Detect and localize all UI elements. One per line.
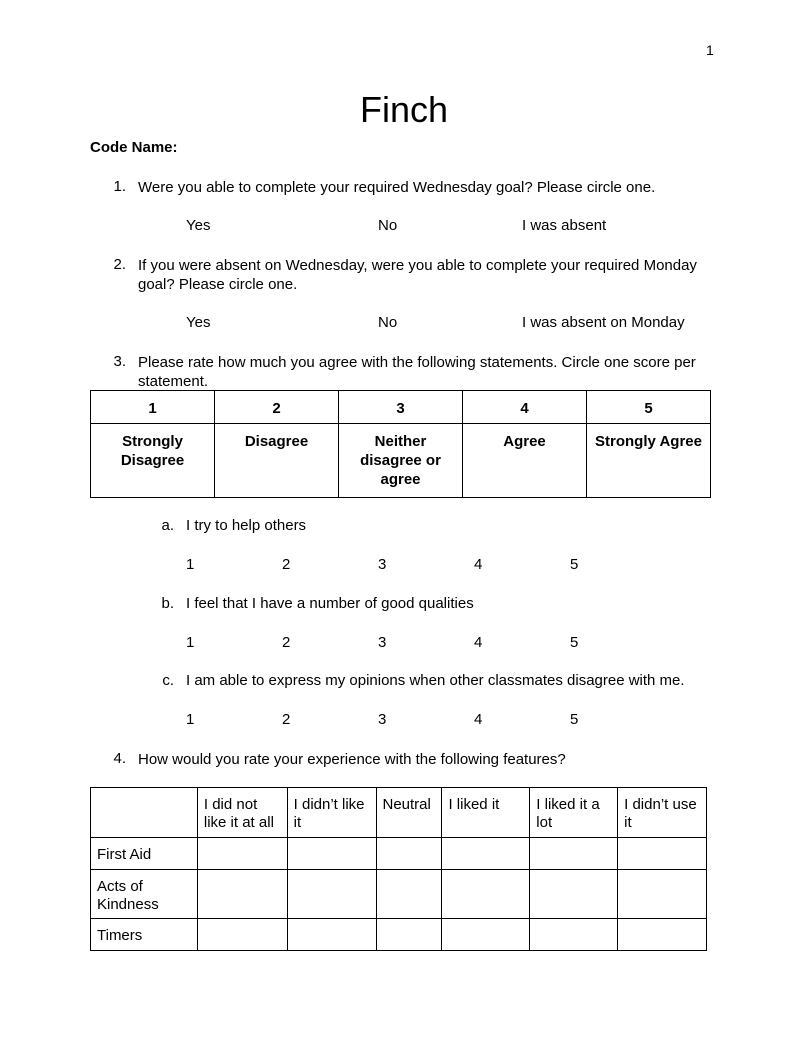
rating-cell[interactable] [197,870,287,919]
feature-name: First Aid [91,838,198,870]
agreement-scale-table [90,390,711,498]
statement-letter: a. [161,517,174,534]
question-text: If you were absent on Wednesday, were you able to complete your required Monday goal? Please circle one. [138,257,697,293]
document-title: Finch [359,89,449,130]
scale-score: 5 [587,391,711,424]
rating-cell[interactable] [376,870,442,919]
option-absent[interactable]: I was absent [522,217,607,234]
score-option[interactable]: 3 [378,556,387,573]
score-option[interactable]: 1 [186,711,195,728]
score-option[interactable]: 2 [282,556,291,573]
question-number: 2. [113,256,126,273]
statement-text: I feel that I have a number of good qualities [186,595,474,612]
score-option[interactable]: 3 [378,634,387,651]
rating-cell[interactable] [442,870,530,919]
scale-label: Disagree [215,424,339,498]
rating-cell[interactable] [442,838,530,870]
option-absent-monday[interactable]: I was absent on Monday [522,314,685,331]
rating-cell[interactable] [530,870,618,919]
scale-score: 1 [91,391,215,424]
statement-letter: b. [161,595,174,612]
score-option[interactable]: 4 [474,556,483,573]
rating-cell[interactable] [287,870,376,919]
code-name-label: Code Name: [90,139,178,156]
question-number: 4. [113,750,126,767]
question-text: How would you rate your experience with the following features? [138,751,566,768]
question-number: 1. [113,178,126,195]
feature-name: Acts of Kindness [91,870,198,919]
score-option[interactable]: 1 [186,556,195,573]
score-option[interactable]: 5 [570,711,579,728]
rating-cell[interactable] [618,870,707,919]
score-option[interactable]: 4 [474,634,483,651]
option-no[interactable]: No [378,314,398,331]
rating-cell[interactable] [442,919,530,951]
rating-cell[interactable] [530,838,618,870]
option-yes[interactable]: Yes [186,314,211,331]
score-option[interactable]: 5 [570,556,579,573]
page-number: 1 [706,42,714,58]
feature-row-timers [91,919,707,951]
feature-name: Timers [91,919,198,951]
rating-cell[interactable] [376,919,442,951]
feature-row-first-aid [91,838,707,870]
rating-cell[interactable] [287,838,376,870]
option-yes[interactable]: Yes [186,217,211,234]
feature-rating-table [90,787,707,951]
rating-cell[interactable] [197,838,287,870]
scale-label: Strongly Disagree [91,424,215,498]
rating-cell[interactable] [197,919,287,951]
statement-text: I am able to express my opinions when other classmates disagree with me. [186,672,685,689]
scale-score: 4 [463,391,587,424]
option-no[interactable]: No [378,217,398,234]
rating-cell[interactable] [287,919,376,951]
scale-score: 2 [215,391,339,424]
feature-header-cell: I didn’t use it [618,788,707,838]
feature-header-cell: Neutral [376,788,442,838]
scale-label: Strongly Agree [587,424,711,498]
rating-cell[interactable] [376,838,442,870]
question-number: 3. [113,353,126,370]
statement-letter: c. [162,672,174,689]
feature-header-cell: I did not like it at all [197,788,287,838]
question-text: Were you able to complete your required Wednesday goal? Please circle one. [138,179,656,196]
feature-header-row [91,788,707,838]
rating-cell[interactable] [530,919,618,951]
score-option[interactable]: 3 [378,711,387,728]
score-option[interactable]: 2 [282,634,291,651]
scale-score: 3 [339,391,463,424]
feature-header-cell: I didn’t like it [287,788,376,838]
rating-cell[interactable] [618,838,707,870]
feature-header-cell: I liked it [442,788,530,838]
statement-text: I try to help others [186,517,307,534]
feature-row-acts-of-kindness [91,870,707,919]
feature-header-cell: I liked it a lot [530,788,618,838]
score-option[interactable]: 4 [474,711,483,728]
score-option[interactable]: 1 [186,634,195,651]
scale-label: Neither disagree or agree [339,424,463,498]
scale-score-row [91,391,711,424]
rating-cell[interactable] [618,919,707,951]
scale-label: Agree [463,424,587,498]
scale-label-row [91,424,711,498]
score-option[interactable]: 5 [570,634,579,651]
feature-header-cell [91,788,198,838]
question-text: Please rate how much you agree with the following statements. Circle one score per statement. [138,354,696,390]
score-option[interactable]: 2 [282,711,291,728]
